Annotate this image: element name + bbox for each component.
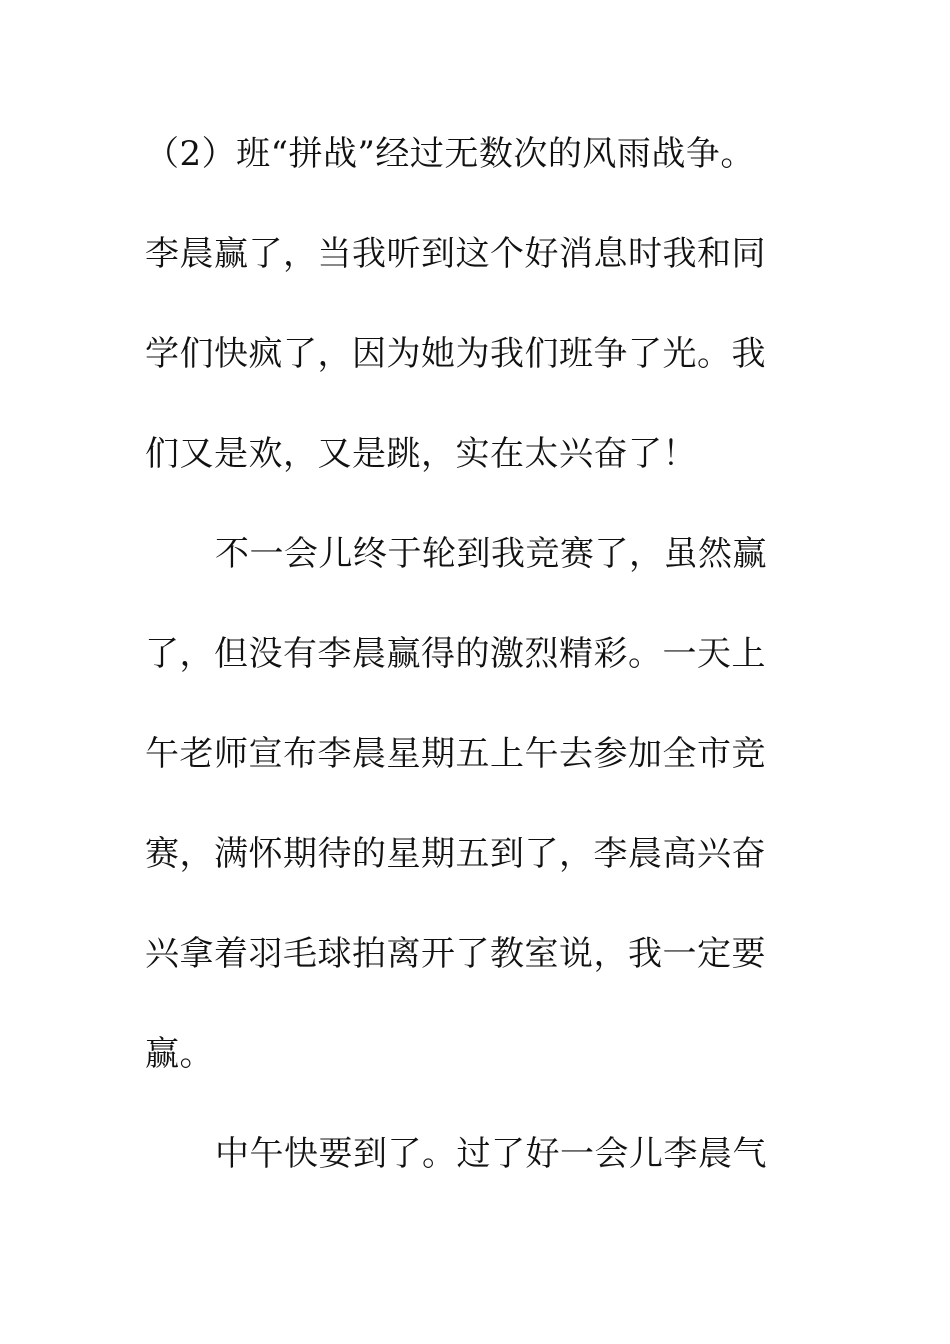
text-line-5: 不一会儿终于轮到我竞赛了，虽然赢 bbox=[215, 534, 767, 574]
text-line-10: 赢。 bbox=[145, 1034, 214, 1074]
text-line-9: 兴拿着羽毛球拍离开了教室说，我一定要 bbox=[145, 934, 766, 974]
text-line-4: 们又是欢，又是跳，实在太兴奋了！ bbox=[145, 434, 697, 474]
text-line-7: 午老师宣布李晨星期五上午去参加全市竞 bbox=[145, 734, 766, 774]
text-line-1: （2）班“拼战”经过无数次的风雨战争。 bbox=[145, 134, 755, 174]
text-line-11: 中午快要到了。过了好一会儿李晨气 bbox=[215, 1134, 767, 1174]
text-line-3: 学们快疯了，因为她为我们班争了光。我 bbox=[145, 334, 766, 374]
text-line-8: 赛，满怀期待的星期五到了，李晨高兴奋 bbox=[145, 834, 766, 874]
text-line-6: 了，但没有李晨赢得的激烈精彩。一天上 bbox=[145, 634, 766, 674]
text-line-2: 李晨赢了，当我听到这个好消息时我和同 bbox=[145, 234, 766, 274]
